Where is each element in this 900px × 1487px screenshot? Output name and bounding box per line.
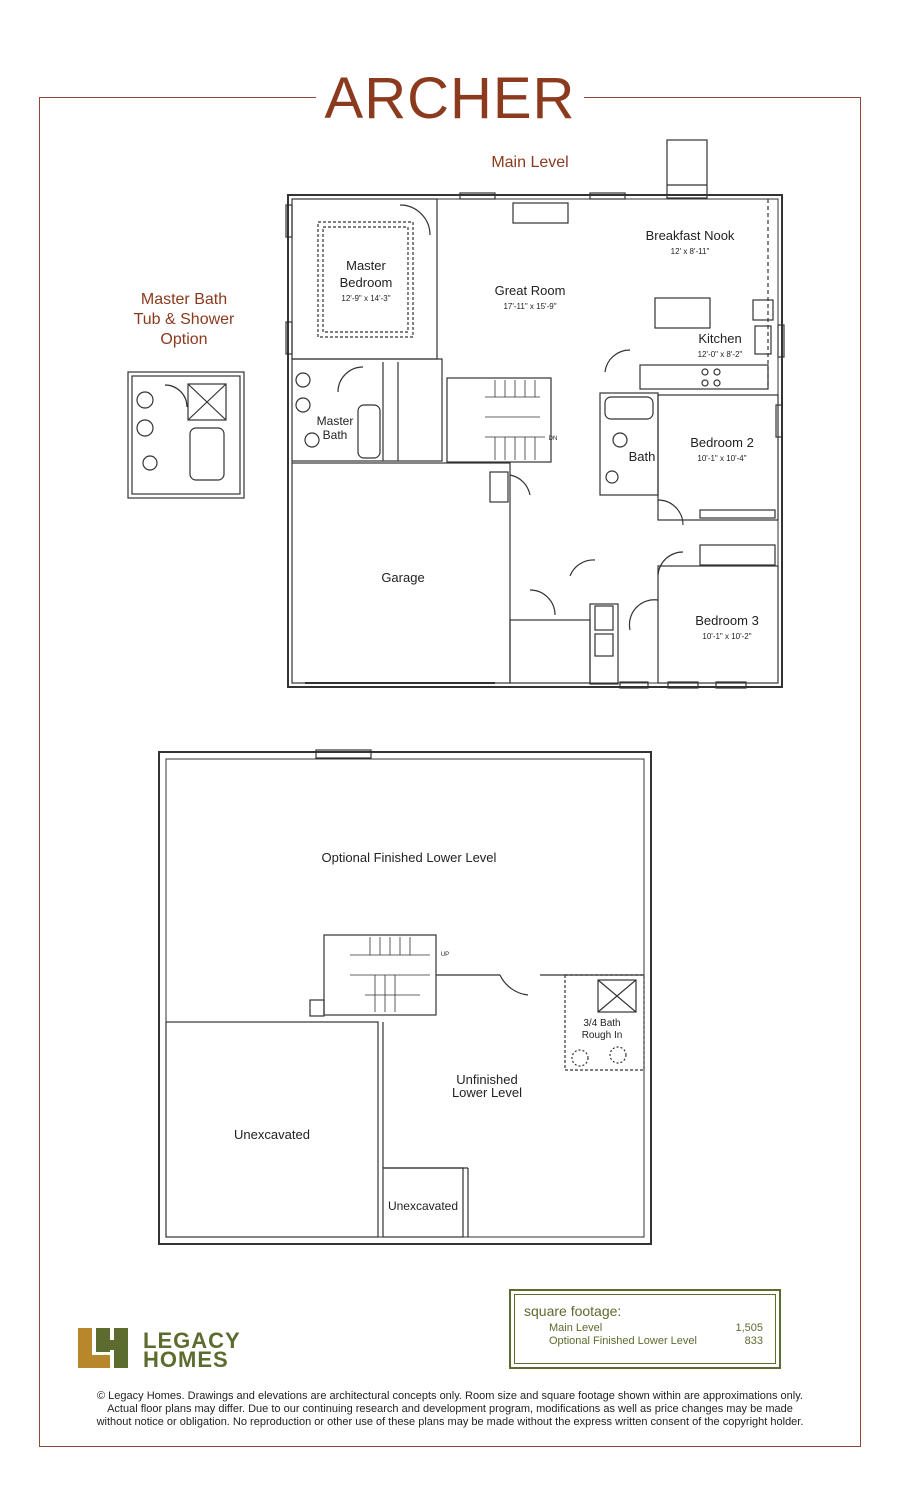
- bedroom-3-dim: 10'-1" x 10'-2": [702, 632, 752, 641]
- master-bedroom-label-2: Bedroom: [339, 275, 393, 290]
- option-title-3: Option: [160, 331, 208, 348]
- unfinished-lower-level-label-1: Unfinished: [456, 1072, 518, 1087]
- main-level-label: Main Level: [491, 154, 569, 171]
- great-room-label: Great Room: [494, 283, 566, 298]
- three-quarter-bath-label-2: Rough In: [581, 1030, 623, 1041]
- unexcavated-large-label: Unexcavated: [234, 1127, 310, 1142]
- unexcavated-small-label: Unexcavated: [387, 1199, 459, 1213]
- master-bedroom-dim: 12'-9" x 14'-3": [341, 294, 391, 303]
- breakfast-nook-dim: 12' x 8'-11": [670, 247, 710, 256]
- garage-label: Garage: [381, 570, 425, 585]
- master-bath-option-walls: [128, 372, 244, 498]
- sqft-main-label: Main Level: [549, 1322, 603, 1334]
- disclaimer-line-2: Actual floor plans may differ. Due to our continuing research and development program, modifications as well as price changes may be made: [107, 1403, 793, 1415]
- kitchen-label: Kitchen: [698, 331, 742, 346]
- logo-line-2: HOMES: [143, 1347, 229, 1372]
- master-bedroom-label-1: Master: [346, 258, 386, 273]
- sqft-main-value: 1,505: [735, 1322, 763, 1334]
- sqft-lower-label: Optional Finished Lower Level: [549, 1335, 697, 1347]
- disclaimer: [60, 1390, 840, 1429]
- master-bath-label-1: Master: [316, 414, 354, 428]
- option-title-2: Tub & Shower: [133, 311, 235, 328]
- logo-line-1: LEGACY: [143, 1328, 241, 1353]
- breakfast-nook-label: Breakfast Nook: [645, 228, 735, 243]
- sqft-lower-value: 833: [744, 1335, 763, 1347]
- square-footage-box: [509, 1289, 781, 1369]
- bedroom-2-dim: 10'-1" x 10'-4": [697, 454, 747, 463]
- lower-level-walls: [159, 750, 651, 1244]
- disclaimer-line-1: © Legacy Homes. Drawings and elevations are architectural concepts only. Room size and square footage shown within are approximations only.: [97, 1390, 803, 1402]
- plan-title: ARCHER: [316, 68, 584, 130]
- main-level-walls: [286, 140, 784, 688]
- optional-lower-level-label: Optional Finished Lower Level: [321, 850, 497, 865]
- legacy-homes-logo-icon: [78, 1328, 138, 1370]
- stairs-up-label: UP: [440, 952, 450, 958]
- option-title-1: Master Bath: [140, 291, 228, 308]
- disclaimer-line-3: without notice or obligation. No reproduction or other use of these plans may be made without the express written consent of the copyright holder.: [96, 1416, 804, 1428]
- bath-label: Bath: [628, 449, 656, 464]
- master-bath-label-2: Bath: [322, 428, 348, 442]
- great-room-dim: 17'-11" x 15'-9": [503, 302, 557, 311]
- bedroom-3-label: Bedroom 3: [695, 613, 759, 628]
- bedroom-2-label: Bedroom 2: [690, 435, 754, 450]
- square-footage-heading: square footage:: [524, 1303, 622, 1319]
- unfinished-lower-level-label-2: Lower Level: [451, 1085, 523, 1100]
- kitchen-dim: 12'-0" x 8'-2": [697, 350, 743, 359]
- stairs-dn-label: DN: [548, 436, 558, 442]
- three-quarter-bath-label-1: 3/4 Bath: [583, 1018, 621, 1029]
